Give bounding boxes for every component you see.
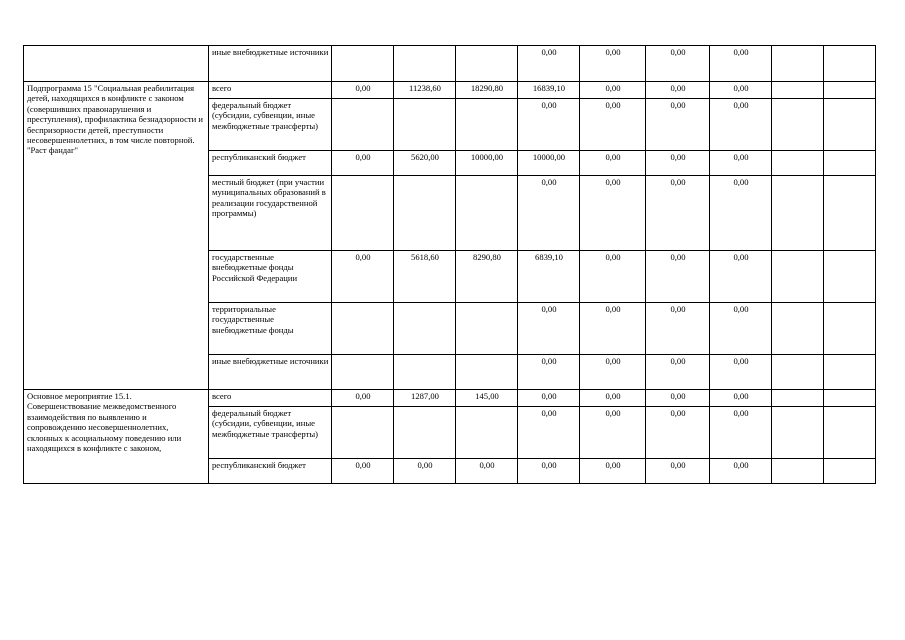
amount-cell: 0,00 [518, 303, 580, 355]
amount-cell: 0,00 [332, 459, 394, 484]
amount-cell [332, 355, 394, 390]
amount-cell [456, 355, 518, 390]
amount-cell: 0,00 [332, 390, 394, 407]
amount-cell: 10000,00 [518, 151, 580, 176]
amount-cell: 0,00 [580, 151, 646, 176]
amount-cell [332, 303, 394, 355]
amount-cell: 0,00 [518, 355, 580, 390]
amount-cell: 0,00 [646, 407, 710, 459]
amount-cell: 0,00 [710, 251, 772, 303]
amount-cell [824, 407, 876, 459]
amount-cell: 0,00 [646, 459, 710, 484]
amount-cell [394, 176, 456, 251]
amount-cell [772, 390, 824, 407]
amount-cell [824, 390, 876, 407]
amount-cell: 0,00 [580, 407, 646, 459]
amount-cell [824, 151, 876, 176]
amount-cell [332, 99, 394, 151]
amount-cell [394, 46, 456, 82]
amount-cell: 0,00 [456, 459, 518, 484]
program-name-cell [24, 46, 209, 82]
amount-cell [456, 407, 518, 459]
funding-source-cell: местный бюджет (при участии муниципальных образований в реализации государственной программы) [209, 176, 332, 251]
program-name-cell: Основное мероприятие 15.1. Совершенствование межведомственного взаимодействия по выявлению и сопровождению несовершеннолетних, склонных к асоциальному поведению или находящихся в конфликте с законом, [24, 390, 209, 484]
amount-cell: 0,00 [518, 46, 580, 82]
amount-cell: 0,00 [518, 390, 580, 407]
amount-cell: 10000,00 [456, 151, 518, 176]
amount-cell [772, 459, 824, 484]
amount-cell: 0,00 [580, 176, 646, 251]
amount-cell [772, 251, 824, 303]
amount-cell: 0,00 [580, 99, 646, 151]
amount-cell [456, 303, 518, 355]
amount-cell: 0,00 [710, 407, 772, 459]
amount-cell: 0,00 [646, 99, 710, 151]
amount-cell: 0,00 [580, 390, 646, 407]
amount-cell [824, 303, 876, 355]
funding-source-cell: иные внебюджетные источники [209, 46, 332, 82]
amount-cell [394, 407, 456, 459]
amount-cell [772, 303, 824, 355]
table-row [24, 82, 876, 99]
funding-source-cell: федеральный бюджет (субсидии, субвенции, иные межбюджетные трансферты) [209, 99, 332, 151]
amount-cell: 1287,00 [394, 390, 456, 407]
amount-cell: 0,00 [332, 251, 394, 303]
amount-cell: 0,00 [710, 459, 772, 484]
amount-cell: 0,00 [710, 176, 772, 251]
amount-cell: 0,00 [710, 303, 772, 355]
amount-cell [394, 303, 456, 355]
amount-cell: 0,00 [580, 355, 646, 390]
amount-cell: 0,00 [518, 459, 580, 484]
amount-cell: 6839,10 [518, 251, 580, 303]
amount-cell: 0,00 [710, 355, 772, 390]
amount-cell: 0,00 [580, 251, 646, 303]
amount-cell: 0,00 [646, 390, 710, 407]
budget-table [23, 45, 876, 484]
amount-cell [772, 407, 824, 459]
amount-cell [772, 99, 824, 151]
funding-source-cell: государственные внебюджетные фонды Российской Федерации [209, 251, 332, 303]
amount-cell: 0,00 [646, 355, 710, 390]
amount-cell: 11238,60 [394, 82, 456, 99]
amount-cell: 18290,80 [456, 82, 518, 99]
amount-cell: 0,00 [394, 459, 456, 484]
amount-cell: 0,00 [518, 176, 580, 251]
table-row [24, 390, 876, 407]
funding-source-cell: республиканский бюджет [209, 459, 332, 484]
amount-cell [824, 99, 876, 151]
table-row [24, 46, 876, 82]
amount-cell: 0,00 [646, 46, 710, 82]
funding-source-cell: территориальные государственные внебюджетные фонды [209, 303, 332, 355]
amount-cell: 0,00 [580, 46, 646, 82]
amount-cell: 16839,10 [518, 82, 580, 99]
amount-cell: 0,00 [710, 82, 772, 99]
amount-cell [824, 82, 876, 99]
funding-source-cell: федеральный бюджет (субсидии, субвенции, иные межбюджетные трансферты) [209, 407, 332, 459]
amount-cell: 8290,80 [456, 251, 518, 303]
amount-cell [824, 46, 876, 82]
amount-cell [824, 459, 876, 484]
amount-cell: 0,00 [646, 151, 710, 176]
amount-cell: 5618,60 [394, 251, 456, 303]
funding-source-cell: иные внебюджетные источники [209, 355, 332, 390]
amount-cell: 0,00 [710, 46, 772, 82]
amount-cell: 0,00 [518, 407, 580, 459]
amount-cell [824, 355, 876, 390]
amount-cell: 0,00 [646, 82, 710, 99]
amount-cell [772, 151, 824, 176]
amount-cell: 0,00 [646, 251, 710, 303]
amount-cell: 0,00 [580, 303, 646, 355]
amount-cell: 0,00 [646, 303, 710, 355]
funding-source-cell: всего [209, 390, 332, 407]
amount-cell: 0,00 [332, 82, 394, 99]
program-name-cell: Подпрограмма 15 "Социальная реабилитация детей, находящихся в конфликте с законом (совершивших правонарушения и преступления), профилактика безнадзорности и беспризорности детей, преступности несовершеннолетних, в том числе повторной. "Раст фандаг" [24, 82, 209, 390]
amount-cell: 0,00 [646, 176, 710, 251]
amount-cell [456, 99, 518, 151]
amount-cell [772, 82, 824, 99]
amount-cell [772, 46, 824, 82]
amount-cell: 0,00 [710, 151, 772, 176]
amount-cell: 0,00 [580, 82, 646, 99]
amount-cell [394, 99, 456, 151]
amount-cell [456, 46, 518, 82]
amount-cell: 0,00 [710, 99, 772, 151]
amount-cell: 145,00 [456, 390, 518, 407]
amount-cell: 0,00 [710, 390, 772, 407]
funding-source-cell: республиканский бюджет [209, 151, 332, 176]
amount-cell [394, 355, 456, 390]
amount-cell [332, 176, 394, 251]
amount-cell [824, 176, 876, 251]
amount-cell [332, 46, 394, 82]
amount-cell [456, 176, 518, 251]
amount-cell [772, 176, 824, 251]
amount-cell: 0,00 [332, 151, 394, 176]
amount-cell: 0,00 [580, 459, 646, 484]
amount-cell: 5620,00 [394, 151, 456, 176]
amount-cell: 0,00 [518, 99, 580, 151]
amount-cell [824, 251, 876, 303]
funding-source-cell: всего [209, 82, 332, 99]
amount-cell [332, 407, 394, 459]
amount-cell [772, 355, 824, 390]
